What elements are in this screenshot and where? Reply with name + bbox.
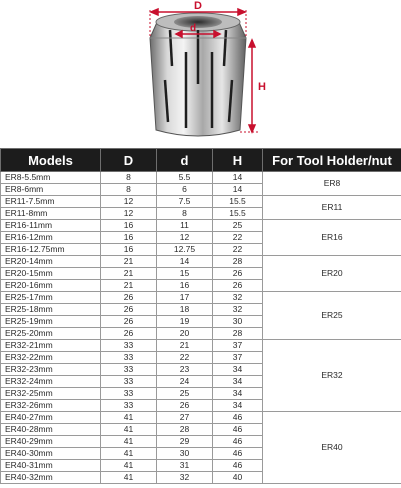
holder-cell: ER8 <box>263 172 401 196</box>
H-cell: 34 <box>213 400 263 412</box>
d-cell: 22 <box>157 352 213 364</box>
table-row <box>1 292 401 304</box>
model-cell: ER25-17mm <box>1 292 101 304</box>
d-cell: 5.5 <box>157 172 213 184</box>
D-cell: 21 <box>101 280 157 292</box>
model-cell: ER20-14mm <box>1 256 101 268</box>
d-cell: 21 <box>157 340 213 352</box>
d-cell: 15 <box>157 268 213 280</box>
table-row <box>1 412 401 424</box>
table-header-row <box>1 149 401 172</box>
model-cell: ER40-30mm <box>1 448 101 460</box>
d-cell: 32 <box>157 472 213 484</box>
H-cell: 22 <box>213 232 263 244</box>
H-cell: 15.5 <box>213 208 263 220</box>
table-row <box>1 340 401 352</box>
model-cell: ER8-5.5mm <box>1 172 101 184</box>
holder-cell: ER25 <box>263 292 401 340</box>
d-cell: 20 <box>157 328 213 340</box>
H-cell: 37 <box>213 352 263 364</box>
D-cell: 16 <box>101 232 157 244</box>
model-cell: ER32-26mm <box>1 400 101 412</box>
table-body <box>1 172 401 484</box>
d-cell: 19 <box>157 316 213 328</box>
D-cell: 41 <box>101 436 157 448</box>
collet-bore <box>174 16 222 28</box>
model-cell: ER40-32mm <box>1 472 101 484</box>
model-cell: ER32-22mm <box>1 352 101 364</box>
H-cell: 15.5 <box>213 196 263 208</box>
H-cell: 46 <box>213 460 263 472</box>
D-cell: 41 <box>101 412 157 424</box>
H-cell: 28 <box>213 256 263 268</box>
H-cell: 34 <box>213 376 263 388</box>
model-cell: ER11-7.5mm <box>1 196 101 208</box>
d-cell: 29 <box>157 436 213 448</box>
H-cell: 26 <box>213 268 263 280</box>
D-cell: 33 <box>101 376 157 388</box>
holder-cell: ER40 <box>263 412 401 484</box>
D-cell: 26 <box>101 316 157 328</box>
d-cell: 26 <box>157 400 213 412</box>
d-cell: 27 <box>157 412 213 424</box>
header-holder: For Tool Holder/nut <box>263 149 401 172</box>
d-cell: 28 <box>157 424 213 436</box>
model-cell: ER40-29mm <box>1 436 101 448</box>
model-cell: ER11-8mm <box>1 208 101 220</box>
D-cell: 33 <box>101 364 157 376</box>
H-cell: 28 <box>213 328 263 340</box>
header-models: Models <box>1 149 101 172</box>
H-cell: 34 <box>213 364 263 376</box>
H-cell: 40 <box>213 472 263 484</box>
dim-D-label: D <box>194 0 202 12</box>
d-cell: 12.75 <box>157 244 213 256</box>
D-cell: 41 <box>101 460 157 472</box>
D-cell: 26 <box>101 328 157 340</box>
D-cell: 33 <box>101 340 157 352</box>
model-cell: ER20-15mm <box>1 268 101 280</box>
D-cell: 16 <box>101 220 157 232</box>
model-cell: ER25-18mm <box>1 304 101 316</box>
D-cell: 33 <box>101 388 157 400</box>
model-cell: ER32-24mm <box>1 376 101 388</box>
dim-d-label: d <box>190 23 197 34</box>
model-cell: ER25-20mm <box>1 328 101 340</box>
D-cell: 16 <box>101 244 157 256</box>
d-cell: 31 <box>157 460 213 472</box>
d-cell: 11 <box>157 220 213 232</box>
model-cell: ER32-25mm <box>1 388 101 400</box>
H-cell: 14 <box>213 172 263 184</box>
holder-cell: ER20 <box>263 256 401 292</box>
holder-cell: ER16 <box>263 220 401 256</box>
model-cell: ER32-23mm <box>1 364 101 376</box>
D-cell: 12 <box>101 208 157 220</box>
model-cell: ER32-21mm <box>1 340 101 352</box>
model-cell: ER8-6mm <box>1 184 101 196</box>
D-cell: 41 <box>101 424 157 436</box>
D-cell: 8 <box>101 172 157 184</box>
spec-table <box>0 148 401 484</box>
collet-illustration <box>0 0 401 148</box>
model-cell: ER40-28mm <box>1 424 101 436</box>
D-cell: 26 <box>101 292 157 304</box>
d-cell: 8 <box>157 208 213 220</box>
model-cell: ER16-11mm <box>1 220 101 232</box>
d-cell: 7.5 <box>157 196 213 208</box>
table-row <box>1 196 401 208</box>
H-cell: 46 <box>213 436 263 448</box>
d-cell: 25 <box>157 388 213 400</box>
d-cell: 24 <box>157 376 213 388</box>
H-cell: 46 <box>213 424 263 436</box>
model-cell: ER20-16mm <box>1 280 101 292</box>
D-cell: 21 <box>101 256 157 268</box>
header-d: d <box>157 149 213 172</box>
H-cell: 46 <box>213 412 263 424</box>
D-cell: 26 <box>101 304 157 316</box>
H-cell: 46 <box>213 448 263 460</box>
table-row <box>1 256 401 268</box>
H-cell: 26 <box>213 280 263 292</box>
d-cell: 17 <box>157 292 213 304</box>
dim-H-label: H <box>258 81 266 93</box>
H-cell: 30 <box>213 316 263 328</box>
table-row <box>1 172 401 184</box>
holder-cell: ER11 <box>263 196 401 220</box>
D-cell: 12 <box>101 196 157 208</box>
d-cell: 18 <box>157 304 213 316</box>
D-cell: 41 <box>101 472 157 484</box>
D-cell: 33 <box>101 400 157 412</box>
H-cell: 14 <box>213 184 263 196</box>
D-cell: 21 <box>101 268 157 280</box>
d-cell: 23 <box>157 364 213 376</box>
H-cell: 37 <box>213 340 263 352</box>
header-D: D <box>101 149 157 172</box>
d-cell: 14 <box>157 256 213 268</box>
H-cell: 32 <box>213 304 263 316</box>
D-cell: 8 <box>101 184 157 196</box>
collet-diagram <box>0 0 401 148</box>
d-cell: 16 <box>157 280 213 292</box>
H-cell: 32 <box>213 292 263 304</box>
model-cell: ER40-27mm <box>1 412 101 424</box>
d-cell: 30 <box>157 448 213 460</box>
H-cell: 25 <box>213 220 263 232</box>
holder-cell: ER32 <box>263 340 401 412</box>
header-H: H <box>213 149 263 172</box>
d-cell: 6 <box>157 184 213 196</box>
model-cell: ER40-31mm <box>1 460 101 472</box>
spec-table-wrapper <box>0 148 401 484</box>
d-cell: 12 <box>157 232 213 244</box>
model-cell: ER25-19mm <box>1 316 101 328</box>
model-cell: ER16-12mm <box>1 232 101 244</box>
D-cell: 33 <box>101 352 157 364</box>
H-cell: 34 <box>213 388 263 400</box>
D-cell: 41 <box>101 448 157 460</box>
model-cell: ER16-12.75mm <box>1 244 101 256</box>
H-cell: 22 <box>213 244 263 256</box>
table-row <box>1 220 401 232</box>
